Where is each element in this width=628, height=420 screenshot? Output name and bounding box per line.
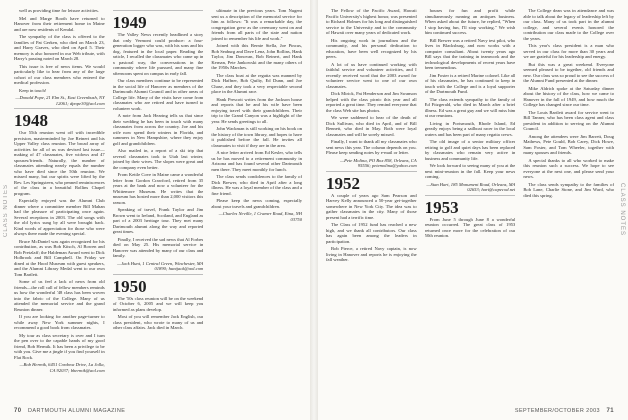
left-column-2: [113, 8, 204, 398]
note-paragraph: This year's class president is a man who served in our class for more than 30 years and we are grateful for his leadership and energy.: [523, 43, 615, 59]
section-divider: [113, 274, 204, 275]
note-paragraph: Especially enjoyed was the Alumni Club dinner where a committee member Bill Mahan had the pleasure of participating once again. Several receptions in 2003. The old songs with the old lyrics sung by all were brought back. Kind words of appreciation for those who were always there made the evening special.: [14, 198, 105, 236]
class-year-heading: 1950: [112, 276, 147, 296]
note-paragraph: This issue is free of news items. We would particularly like to hear from any of the large cohort of our class members who entered the medical profession.: [14, 63, 105, 85]
left-column-3: [211, 8, 302, 398]
note-paragraph: Bob Pierce, a retired Navy captain, is now living in Hanover and reports he is enjoying the fall weather.: [326, 246, 417, 262]
note-paragraph: Mike Aldrich spoke at the Saturday dinner about the history of the class, how we came to Hanover in the fall of 1949, and how much the College has changed since our time.: [523, 85, 615, 107]
note-paragraph: Living in Portsmouth, Rhode Island, Ed greatly enjoys being a sailboat racer in the local waters and has been part of many regatta crews.: [424, 120, 516, 137]
publication-name: DARTMOUTH ALUMNI MAGAZINE: [28, 408, 126, 414]
note-paragraph: well as providing time for leisure activities.: [19, 8, 99, 13]
note-paragraph: The sympathy of the class is offered to the families of Pat Gerken, who died on March 23, and Harry Graves, who died on April 5. Their memory is also honored in our Web tribute, with Harry's passing noted on March 28.: [14, 34, 105, 61]
note-paragraph: A special thanks to all who worked to make this reunion such a success. We hope to see everyone at the next one, and please send your news.: [523, 157, 615, 179]
binding-gutter: [310, 0, 318, 420]
section-divider: [113, 10, 204, 11]
note-paragraph: The College dean was in attendance and was able to talk about the legacy of leadership left by our class. Many of us took part in the alumni college, and several events honored the contribution our class made to the College over the years.: [523, 8, 615, 41]
note-paragraph: Bill Brewer was a retired Navy test pilot, who lives in Blacksburg, and now works with a computer consultant. About twenty years ago Bill says that the training in teamwork and the technological developments of recent years have been tremendous.: [424, 37, 516, 70]
note-paragraph: The Fellow of the Pacific Award, Hawaii Pacific University's highest honor, was presented to Richard Holmes for his long and distinguished service to the University and to the community of Hawaii over many years of dedicated work.: [326, 8, 417, 35]
class-notes-side-label: CLASS NOTES: [619, 183, 625, 237]
class-secretary-signature: —Jack Hunt, 1 Central Green, Winchester, MA 01890; huntjack@aol.com: [117, 260, 204, 271]
class-year-heading: 1952: [326, 173, 360, 193]
note-paragraph: Some of us feel a lack of news from old friends—the roll call of fellow members reminds us how the wonderful '48 class has been woven into the fabric of the College. Many of us attended the memorial service and the grand Reunion dinner.: [14, 279, 105, 312]
class-secretary-signature: —Donald Pope, 21 Elm St., East Greenbush, NY 12061; dpope30@aol.com: [15, 95, 105, 106]
left-columns: [14, 8, 302, 398]
class-year-heading: 1949: [112, 13, 147, 32]
note-paragraph: Hank Prescott writes from the Jackson house and reports that he and his wife have been enjoying travel with their grandchildren. Their trip to the Grand Canyon was a highlight of the year. He sends greetings to all.: [211, 96, 303, 124]
note-paragraph: From Kettle Cove in Maine came a wonderful letter from Gordon Crawford, retired from 35 years at the bank and now a volunteer for the Whittemore Museum. He writes that the museum has hosted more than 2,000 visitors this season.: [112, 172, 204, 205]
note-paragraph: A note from Jack Hearing tells us that since their wedding he has been in touch with many classmates from across the country. Joe and his wife now spend their winters in Florida, and summers in New Hampshire, where they enjoy golf and grandchildren.: [112, 113, 204, 146]
page-number: 70: [14, 408, 22, 414]
note-paragraph: Among the attendees were Jim Barrett, Doug Mathews, Pete Gould, Bob Carey, Dick Howe, Sam Foster, and Tom Wheeler, together with many spouses and friends.: [523, 133, 615, 155]
left-column-1: [14, 8, 105, 398]
section-divider: [326, 171, 417, 172]
note-paragraph: From June 5 through June 8 a wonderful reunion occurred. The great class of 1953 returned once more for the celebration of our 50th reunion.: [424, 216, 516, 238]
class-secretary-signature: —Pete Molina, PO Box 858, Orleans, CA 95556; petemolina@yahoo.com: [339, 157, 417, 168]
note-paragraph: The Valley News recently headlined a story that only Vermont could produce: a four-generation logger who was, with his sons and his dog, featured in the local paper. Reading the article, I recalled the classmates who came up in a pastoral way, the conversations in the community where life pursued, and many fine afternoons spent on campus in early fall.: [112, 32, 204, 76]
note-paragraph: A lot of us have continued working with faithful service and volunteer activities, and I recently received word that the 2003 award for volunteer service went to one of our own classmates.: [326, 61, 417, 89]
class-secretary-signature: —Bob Hermik, 6451 Cordova Drive, La Jolla, CA 92037; bhermik@aol.com: [19, 362, 105, 373]
note-paragraph: houses for fun and profit while simultaneously running an antiques business. When asked about the future, he replied, "When I stop having fun, I'll stop working." We wish him continued success.: [424, 8, 516, 35]
note-paragraph: Our class members continue to be represented in the social life of Hanover as members of the Dartmouth Alumni Council and in other areas of College life. Many of the visits have come from classmates who are retired and have turned to volunteer work.: [112, 78, 204, 111]
note-paragraph: But this was a great weekend. Everyone seemed pleased to be together, old friends and new. Our class was so proud to see the success of the Alumni Fund presented at the dinner.: [523, 61, 615, 83]
right-column-1: [326, 8, 417, 398]
note-paragraph: Also mailed in, a report of a ski trip that several classmates took to Utah last winter, joined by their wives. The slopes were great and the company even better.: [112, 148, 204, 170]
class-secretary-signature: —Charles Neville, 1 Cramer Road, Etna, NH 03750: [218, 211, 303, 222]
class-notes-side-label: CLASS NOTES: [3, 183, 9, 237]
note-paragraph: Keep in touch!: [19, 87, 47, 93]
note-paragraph: Bruce McDaniel was again recognized for his contribution, as was Bob Kitsch, Al Bowen and Bob Pretzlaff; the Haldeman Award went to Dick Holbrook and Bill Campbell. On Friday we dined at the Hood Museum with guest speakers, and the Alumni Library Medal went to our own Tom Bartlett.: [14, 238, 105, 277]
class-secretary-signature: —Stan Hart, 185 Monument Road, Orleans, MA 02653; hart@capecod.net: [426, 181, 516, 192]
right-column-2: [425, 8, 516, 398]
note-paragraph: The class sends condolences to the family of Dick Brewer, who died in April after a long illness. He was a loyal member of the class and a fine friend.: [211, 174, 303, 196]
note-paragraph: The Louis Bartlett award for service went to Bill Tanner, who has been class agent and class president in addition to serving on the Alumni Council.: [523, 109, 615, 131]
note-paragraph: We were saddened to hear of the death of Dick Sullivan, who died in April, and of Bill Bennett, who died in May. Both were loyal classmates and will be sorely missed.: [326, 115, 417, 137]
note-paragraph: John Wackman is still working on his book on the history of the town library, and hopes to have it published before the fall. He invites all classmates to visit if they are in the area.: [211, 126, 303, 148]
note-paragraph: The '50s class reunion will be on the weekend of October 6, 2005 and we will keep you informed as plans develop.: [112, 295, 204, 312]
right-column-3: [523, 8, 614, 398]
left-footer: [0, 404, 310, 414]
note-paragraph: The class boat at the regatta was manned by Dick Haffner, Bob Quilty, Ed Dunn, and Joe Chase, and they took a very respectable second place in the Alumni race.: [211, 72, 303, 94]
note-paragraph: The Class of 1952 fund has reached a new high, and we thank all contributors. Our class has again been among the leaders in participation.: [326, 222, 417, 244]
class-year-heading: 1953: [424, 197, 459, 217]
note-paragraph: If you are looking for another page-turner to while away New York summer nights, I recommend a good book from classmates.: [14, 314, 105, 330]
note-paragraph: A couple of years ago Sam Pearson and Harvey Kelly announced a 50-year get-together somewhere in New York City. The idea was to gather classmates in the city. Many of those present had a terrific time.: [326, 192, 417, 220]
right-footer: [318, 404, 628, 414]
note-paragraph: His ongoing work in journalism and the community, and his personal dedication to education, have been well recognized by his peers.: [326, 37, 417, 59]
note-paragraph: Mel and Marge Booth have returned to Hanover from their retirement home in Maine and are now residents of Kendal.: [14, 15, 105, 32]
note-paragraph: The class extends sympathy to the family of Ed Fitzgerald, who died in March after a brief illness. Ed was a great guy and we will miss him at our reunions.: [424, 96, 516, 118]
issue-date: SEPTEMBER/OCTOBER 2003: [514, 408, 600, 414]
note-paragraph: Dick Mirick, Pat Henderson and Jim Swanson helped with the class picnic this year and all reported a great time. They remind everyone that the class Web site has photos.: [326, 91, 417, 113]
note-paragraph: Finally, I received the sad news that Al Forbes died on May 25. His memorial service in Hanover was attended by many of our class and family.: [112, 236, 204, 258]
section-divider: [425, 195, 516, 196]
note-paragraph: Joined with this Bernie Stella, Joe Pincus, Bob Seaburg and Dave Lenz, John Rollins, Hank Taylor, Jim Donovan, Bob Reinert, and Hank Kernan, Pete Jankowski and the many others of the 1950s Marches.: [211, 43, 303, 70]
left-page: [0, 0, 310, 420]
note-paragraph: Jim Foster is a retired Marine colonel. Like all of his classmates, he has continued to keep in touch with the College and is a loyal supporter of the Dartmouth Fund.: [424, 72, 516, 94]
right-columns: [326, 8, 614, 398]
note-paragraph: Finally, I want to thank all my classmates who sent news this year. The column depends on you. Please keep sending notes by e-mail or letter.: [326, 139, 417, 155]
note-paragraph: Speaking of travel, Frank Taylor and Jim Brown went to Ireland, Scotland, and England as part of a 2003 heritage tour. They met many Dartmouth alumni along the way and reported great times.: [112, 207, 204, 234]
note-paragraph: ultimate in the previous years. Tom Nugent sent us a description of the memorial service for him as follows: "It was a remarkable day, the congregation grew as the ceremony went on and friends from all parts of the state and nation joined to remember his life and work.": [211, 8, 303, 41]
page-number: 71: [606, 408, 614, 414]
section-divider: [14, 108, 105, 109]
note-paragraph: The old image of a senior military officer retiring to golf and quiet days has been replaced by classmates who remain very active in business and community life.: [424, 139, 516, 161]
class-year-heading: 1948: [14, 111, 48, 130]
note-paragraph: The class sends sympathy to the families of Bob Lane, Charlie Stone, and Jim Ward, who died this spring.: [523, 181, 615, 198]
note-paragraph: Our 55th reunion went off with incredible precision, masterminded by Joe Reinert and his Upper Valley class reunion. The broad array of activities for all of us was devised last issue—making of 47 classmates, five widows and 47 spouses/friends. Naturally, the number of classmates attending nearly equals the number who have died since the 50th reunion. We missed many, but our spirits were lifted by the Rev. Les Springsteen, who penned reminiscences of the class in a beautiful Rollins Chapel program.: [14, 130, 105, 196]
right-page: [318, 0, 628, 420]
note-paragraph: Most of you will remember Jack English, our class president, who wrote to many of us and other class affairs. Jack died in March.: [112, 314, 204, 330]
note-paragraph: My tour as class secretary is over and I turn the pen over to the capable hands of my good friend, Bob Hermik. It has been a privilege to be with you. Give me a jingle if you find yourself in Flat Rock.: [14, 332, 105, 360]
note-paragraph: A nice letter arrived from Ed Kesler, who tells us he has moved to a retirement community in Arizona and has found several other Dartmouth men there. They meet monthly for lunch.: [211, 150, 303, 172]
note-paragraph: We look forward to seeing many of you at the next mini-reunion in the fall. Keep your news coming.: [424, 163, 516, 179]
note-paragraph: Please keep the news coming, especially about your travels and grandchildren.: [211, 198, 303, 209]
